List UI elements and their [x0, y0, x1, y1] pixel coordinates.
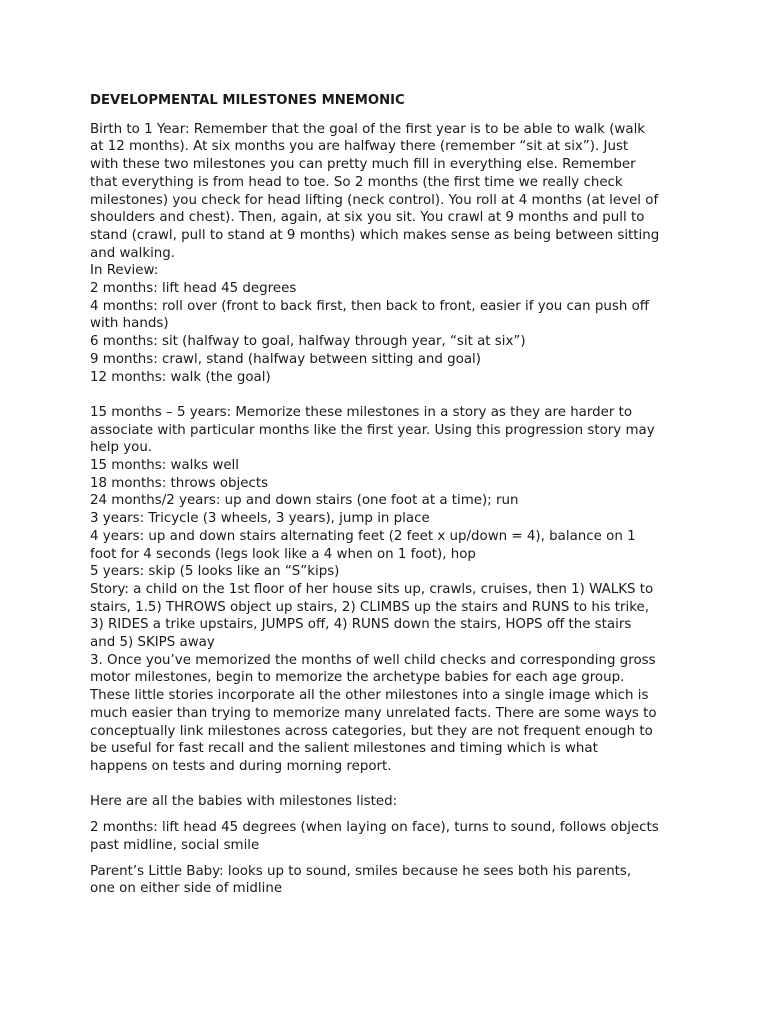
intro-section	[90, 121, 690, 387]
text-line: that everything is from head to toe. So 2 months (the first time we really check	[90, 174, 623, 190]
text-line: 6 months: sit (halfway to goal, halfway through year, “sit at six”)	[90, 334, 526, 350]
text-line: shoulders and chest). Then, again, at six you sit. You crawl at 9 months and pull to	[90, 210, 645, 226]
text-line: 12 months: walk (the goal)	[90, 369, 271, 385]
text-line: and 5) SKIPS away	[90, 635, 215, 651]
section-gap	[90, 776, 690, 794]
text-line: milestones) you check for head lifting (neck control). You roll at 4 months (at level of	[90, 192, 659, 208]
text-line: 15 months – 5 years: Memorize these milestones in a story as they are harder to	[90, 404, 633, 420]
text-line: one on either side of midline	[90, 881, 283, 897]
text-line: Birth to 1 Year: Remember that the goal of the first year is to be able to walk (walk	[90, 121, 646, 137]
text-line: be useful for fast recall and the salient milestones and timing which is what	[90, 741, 598, 757]
text-line: conceptually link milestones across categories, but they are not frequent enough to	[90, 723, 653, 739]
text-line: happens on tests and during morning report.	[90, 759, 392, 774]
text-line: 3) RIDES a trike upstairs, JUMPS off, 4) RUNS down the stairs, HOPS off the stairs	[90, 617, 632, 633]
text-line: Parent’s Little Baby: looks up to sound, smiles because he sees both his parents,	[90, 863, 632, 879]
text-line: associate with particular months like the first year. Using this progression story may	[90, 422, 655, 438]
text-line: These little stories incorporate all the other milestones into a single image which is	[90, 688, 649, 704]
text-line: Story: a child on the 1st floor of her house sits up, crawls, cruises, then 1) WALKS to	[90, 581, 654, 597]
document-title: DEVELOPMENTAL MILESTONES MNEMONIC	[90, 93, 405, 108]
paragraph-gap	[90, 811, 690, 819]
text-line: 5 years: skip (5 looks like an “S”kips)	[90, 564, 340, 580]
text-line: at 12 months). At six months you are halfway there (remember “sit at six”). Just	[90, 139, 629, 155]
text-line: motor milestones, begin to memorize the archetype babies for each age group.	[90, 670, 625, 686]
text-line: stairs, 1.5) THROWS object up stairs, 2) CLIMBS up the stairs and RUNS to his trike,	[90, 599, 650, 615]
text-line: foot for 4 seconds (legs look like a 4 when on 1 foot), hop	[90, 546, 476, 562]
text-line: with these two milestones you can pretty much fill in everything else. Remember	[90, 157, 636, 173]
story-section	[90, 404, 690, 776]
text-line: 4 months: roll over (front to back first, then back to front, easier if you can push off	[90, 298, 649, 314]
text-line: stand (crawl, pull to stand at 9 months) which makes sense as being between sitting	[90, 227, 660, 243]
text-line: 4 years: up and down stairs alternating feet (2 feet x up/down = 4), balance on 1	[90, 528, 636, 544]
document-page	[90, 92, 690, 898]
parents-baby-section	[90, 863, 690, 898]
text-line: 3 years: Tricycle (3 wheels, 3 years), jump in place	[90, 511, 430, 527]
text-line: and walking.	[90, 245, 176, 261]
text-line: 18 months: throws objects	[90, 475, 269, 491]
text-line: 2 months: lift head 45 degrees	[90, 281, 297, 297]
text-line: past midline, social smile	[90, 837, 260, 853]
text-line: 24 months/2 years: up and down stairs (one foot at a time); run	[90, 493, 519, 509]
text-line: 3. Once you’ve memorized the months of well child checks and corresponding gross	[90, 652, 656, 668]
two-months-section	[90, 819, 690, 854]
babies-heading: Here are all the babies with milestones listed:	[90, 794, 398, 810]
section-gap	[90, 386, 690, 404]
text-line: with hands)	[90, 316, 169, 332]
paragraph-gap	[90, 855, 690, 863]
text-line: help you.	[90, 440, 153, 456]
text-line: much easier than trying to memorize many unrelated facts. There are some ways to	[90, 705, 657, 721]
text-line: 15 months: walks well	[90, 458, 239, 474]
text-line: In Review:	[90, 263, 159, 279]
text-line: 9 months: crawl, stand (halfway between sitting and goal)	[90, 351, 481, 367]
text-line: 2 months: lift head 45 degrees (when laying on face), turns to sound, follows objects	[90, 820, 659, 836]
